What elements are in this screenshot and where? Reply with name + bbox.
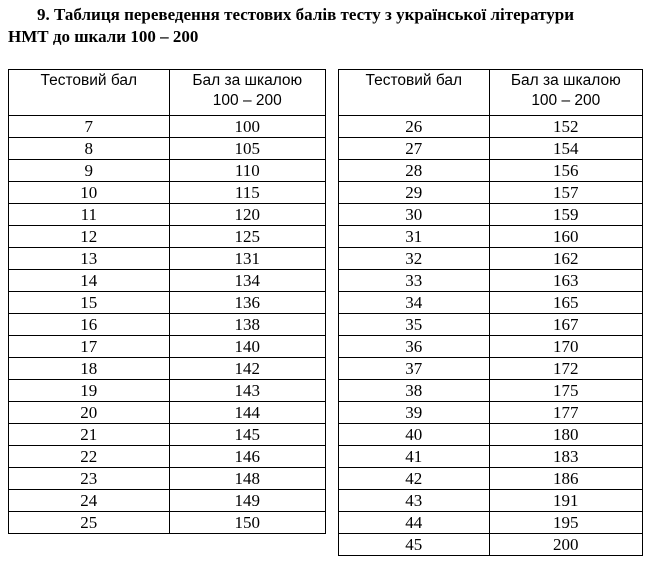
test-score-cell: 31 — [339, 226, 490, 248]
test-score-cell: 34 — [339, 292, 490, 314]
scale-score-cell: 142 — [169, 358, 325, 380]
test-score-cell: 9 — [9, 160, 170, 182]
table-row — [339, 248, 643, 270]
scale-score-cell: 172 — [489, 358, 642, 380]
test-score-cell: 16 — [9, 314, 170, 336]
test-score-cell: 39 — [339, 402, 490, 424]
test-score-cell: 21 — [9, 424, 170, 446]
header-scale-line-2: 100 – 200 — [531, 92, 601, 109]
table-row — [339, 490, 643, 512]
test-score-cell: 35 — [339, 314, 490, 336]
test-score-cell: 20 — [9, 402, 170, 424]
table-row — [9, 380, 326, 402]
table-row — [9, 402, 326, 424]
test-score-cell: 33 — [339, 270, 490, 292]
scale-score-cell: 134 — [169, 270, 325, 292]
scale-score-cell: 191 — [489, 490, 642, 512]
table-row — [9, 270, 326, 292]
scale-score-cell: 138 — [169, 314, 325, 336]
test-score-cell: 19 — [9, 380, 170, 402]
scale-score-cell: 165 — [489, 292, 642, 314]
test-score-cell: 23 — [9, 468, 170, 490]
table-row — [339, 402, 643, 424]
test-score-cell: 30 — [339, 204, 490, 226]
table-row — [339, 534, 643, 556]
test-score-cell: 42 — [339, 468, 490, 490]
table-row — [339, 160, 643, 182]
scale-score-cell: 145 — [169, 424, 325, 446]
test-score-cell: 25 — [9, 512, 170, 534]
scale-score-cell: 125 — [169, 226, 325, 248]
table-row — [339, 226, 643, 248]
table-body-right — [339, 116, 643, 556]
scale-score-cell: 156 — [489, 160, 642, 182]
table-row — [339, 380, 643, 402]
title-line-2: НМТ до шкали 100 – 200 — [8, 27, 199, 46]
scale-score-cell: 148 — [169, 468, 325, 490]
test-score-cell: 29 — [339, 182, 490, 204]
scale-score-cell: 150 — [169, 512, 325, 534]
table-row — [9, 160, 326, 182]
test-score-cell: 8 — [9, 138, 170, 160]
table-row — [339, 336, 643, 358]
scale-score-cell: 160 — [489, 226, 642, 248]
table-row — [339, 182, 643, 204]
scale-score-cell: 157 — [489, 182, 642, 204]
header-test-score-label: Тестовий бал — [365, 72, 463, 89]
scale-score-cell: 136 — [169, 292, 325, 314]
table-row — [339, 204, 643, 226]
test-score-cell: 12 — [9, 226, 170, 248]
scale-score-cell: 120 — [169, 204, 325, 226]
table-row — [339, 512, 643, 534]
scale-score-cell: 115 — [169, 182, 325, 204]
test-score-cell: 18 — [9, 358, 170, 380]
test-score-cell: 32 — [339, 248, 490, 270]
test-score-cell: 38 — [339, 380, 490, 402]
scale-score-cell: 131 — [169, 248, 325, 270]
scale-score-cell: 200 — [489, 534, 642, 556]
test-score-cell: 10 — [9, 182, 170, 204]
table-row — [9, 292, 326, 314]
scale-score-cell: 170 — [489, 336, 642, 358]
scale-score-cell: 140 — [169, 336, 325, 358]
scale-score-cell: 183 — [489, 446, 642, 468]
title-line-1: 9. Таблиця переведення тестових балів тесту з української літератури — [37, 5, 575, 24]
scale-score-cell: 175 — [489, 380, 642, 402]
scale-score-cell: 195 — [489, 512, 642, 534]
table-row — [9, 512, 326, 534]
scale-score-cell: 186 — [489, 468, 642, 490]
table-header-row — [9, 70, 326, 116]
table-row — [339, 116, 643, 138]
table-row — [9, 468, 326, 490]
table-row — [9, 248, 326, 270]
test-score-cell: 41 — [339, 446, 490, 468]
scale-score-cell: 110 — [169, 160, 325, 182]
header-scale-line-1: Бал за шкалою — [510, 72, 621, 89]
test-score-cell: 44 — [339, 512, 490, 534]
table-row — [9, 138, 326, 160]
table-row — [9, 358, 326, 380]
table-row — [9, 446, 326, 468]
test-score-cell: 22 — [9, 446, 170, 468]
scale-score-cell: 100 — [169, 116, 325, 138]
table-row — [339, 292, 643, 314]
table-row — [339, 138, 643, 160]
test-score-cell: 7 — [9, 116, 170, 138]
scale-score-cell: 143 — [169, 380, 325, 402]
scale-score-cell: 144 — [169, 402, 325, 424]
table-row — [9, 204, 326, 226]
test-score-cell: 15 — [9, 292, 170, 314]
table-row — [339, 446, 643, 468]
test-score-cell: 40 — [339, 424, 490, 446]
page-title — [8, 4, 648, 48]
table-row — [339, 468, 643, 490]
test-score-cell: 27 — [339, 138, 490, 160]
scale-score-cell: 146 — [169, 446, 325, 468]
scale-score-cell: 163 — [489, 270, 642, 292]
test-score-cell: 26 — [339, 116, 490, 138]
test-score-cell: 43 — [339, 490, 490, 512]
scale-score-cell: 152 — [489, 116, 642, 138]
test-score-cell: 14 — [9, 270, 170, 292]
header-scale-line-2: 100 – 200 — [212, 92, 282, 109]
header-scale-score — [489, 70, 642, 116]
test-score-cell: 13 — [9, 248, 170, 270]
table-row — [339, 270, 643, 292]
scale-score-cell: 167 — [489, 314, 642, 336]
test-score-cell: 28 — [339, 160, 490, 182]
table-row — [9, 116, 326, 138]
table-row — [9, 182, 326, 204]
table-row — [9, 424, 326, 446]
test-score-cell: 45 — [339, 534, 490, 556]
header-test-score — [9, 70, 170, 116]
test-score-cell: 37 — [339, 358, 490, 380]
score-table-right — [338, 69, 643, 556]
test-score-cell: 36 — [339, 336, 490, 358]
table-header-row — [339, 70, 643, 116]
table-row — [9, 314, 326, 336]
table-row — [339, 424, 643, 446]
scale-score-cell: 162 — [489, 248, 642, 270]
scale-score-cell: 177 — [489, 402, 642, 424]
scale-score-cell: 159 — [489, 204, 642, 226]
scale-score-cell: 180 — [489, 424, 642, 446]
table-row — [339, 314, 643, 336]
table-row — [9, 336, 326, 358]
header-scale-line-1: Бал за шкалою — [192, 72, 303, 89]
scale-score-cell: 154 — [489, 138, 642, 160]
score-table-left — [8, 69, 326, 534]
table-row — [9, 226, 326, 248]
table-row — [9, 490, 326, 512]
table-body-left — [9, 116, 326, 534]
header-test-score — [339, 70, 490, 116]
test-score-cell: 17 — [9, 336, 170, 358]
header-scale-score — [169, 70, 325, 116]
table-row — [339, 358, 643, 380]
scale-score-cell: 105 — [169, 138, 325, 160]
header-test-score-label: Тестовий бал — [40, 72, 138, 89]
scale-score-cell: 149 — [169, 490, 325, 512]
test-score-cell: 24 — [9, 490, 170, 512]
test-score-cell: 11 — [9, 204, 170, 226]
